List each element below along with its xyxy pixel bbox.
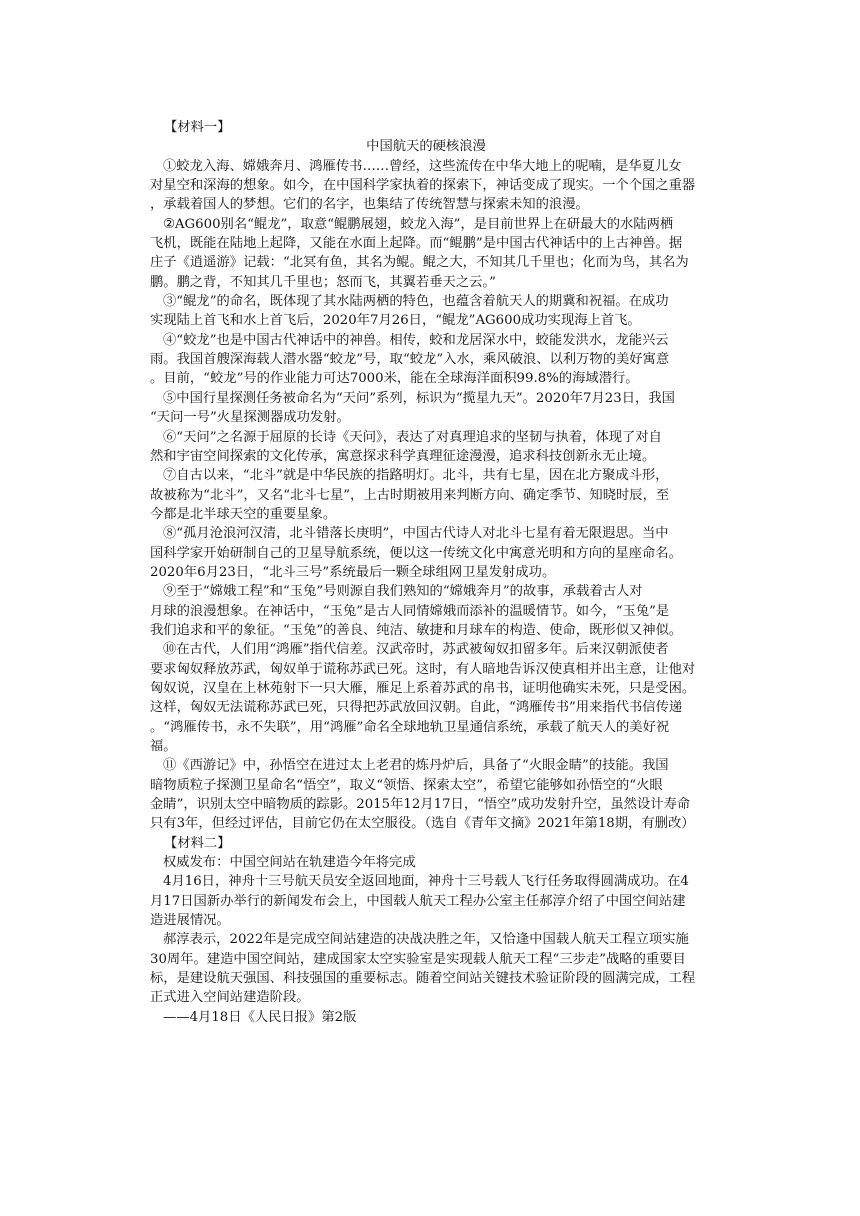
text-line: ⑨至于“嫦娥工程”和“玉兔”号则源自我们熟知的“嫦娥奔月”的故事，承载着古人对 (163, 584, 643, 600)
text-line: 我们追求和平的象征。“玉兔”的善良、纯洁、敏捷和月球车的构造、使命，既形似又神似。 (150, 622, 683, 638)
text-line: ⑧“孤月沧浪河汉清，北斗错落长庚明”，中国古代诗人对北斗七星有着无限遐思。当中 (163, 526, 669, 542)
material-2-heading: 【材料二】 (164, 835, 231, 851)
text-line: 4月16日，神舟十三号航天员安全返回地面，神舟十三号载人飞行任务取得圆满成功。在4 (163, 874, 689, 890)
text-line: 故被称为“北斗”，又名“北斗七星”，上古时期被用来判断方向、确定季节、知晓时辰，至 (150, 487, 670, 503)
text-line: 对星空和深海的想象。如今，在中国科学家执着的探索下，神话变成了现实。一个个国之重器 (150, 178, 696, 194)
text-line: 暗物质粒子探测卫星命名“悟空”，取义“领悟、探索太空”，希望它能够如孙悟空的“火眼 (150, 777, 663, 793)
text-line: “天问一号”火星探测器成功发射。 (150, 410, 350, 426)
material-2-body (150, 853, 726, 1027)
text-line: 。目前，“蛟龙”号的作业能力可达7000米，能在全球海洋面积99.8%的海域潜行。 (150, 371, 639, 387)
material-1-body (150, 157, 726, 834)
article-title: 中国航天的硬核浪漫 (366, 139, 486, 155)
text-line: 然和宇宙空间探索的文化传承，寓意探求科学真理征途漫漫，追求科技创新永无止境。 (150, 448, 656, 464)
text-line: ①蛟龙入海、嫦娥奔月、鸿雁传书……曾经，这些流传在中华大地上的呢喃，是华夏儿女 (163, 158, 682, 174)
text-line: 金睛”，识别太空中暗物质的踪影。2015年12月17日，“悟空”成功发射升空，虽然设计寿命 (150, 797, 691, 813)
text-line: ④“蛟龙”也是中国古代神话中的神兽。相传，蛟和龙居深水中，蛟能发洪水，龙能兴云 (163, 332, 669, 348)
text-line: ②AG600别名“鲲龙”，取意“鲲鹏展翅，蛟龙入海”，是目前世界上在研最大的水陆两栖 (163, 216, 674, 232)
material-1-heading: 【材料一】 (164, 120, 231, 135)
text-line: 飞机，既能在陆地上起降，又能在水面上起降。而“鲲鹏”是中国古代神话中的上古神兽。据 (150, 236, 683, 252)
text-line: 匈奴说，汉皇在上林苑射下一只大雁，雁足上系着苏武的帛书，证明他确实未死，只是受困。 (150, 680, 696, 696)
news-headline: 权威发布：中国空间站在轨建造今年将完成 (163, 855, 416, 871)
text-line: 庄子《逍遥游》记载：“北冥有鱼，其名为鲲。鲲之大，不知其几千里也；化而为鸟，其名为 (150, 255, 689, 271)
text-line: 实现陆上首飞和水上首飞后，2020年7月26日，“鲲龙”AG600成功实现海上首飞。 (150, 313, 641, 329)
text-line: 雨。我国首艘深海载人潜水器“蛟龙”号，取“蛟龙”入水，乘风破浪、以利万物的美好寓意 (150, 352, 670, 368)
text-line: 月17日国新办举行的新闻发布会上，中国载人航天工程办公室主任郝淳介绍了中国空间站建 (150, 893, 686, 909)
text-line: 正式进入空间站建造阶段。 (150, 990, 310, 1006)
text-line: 这样，匈奴无法谎称苏武已死，只得把苏武放回汉朝。自此，“鸿雁传书”用来指代书信传递 (150, 700, 683, 716)
text-line: 福。 (150, 739, 177, 754)
text-line: 。“鸿雁传书，永不失联”，用“鸿雁”命名全球地轨卫星通信系统，承载了航天人的美好祝 (150, 719, 670, 735)
text-line: 月球的浪漫想象。在神话中，“玉兔”是古人同情嫦娥而添补的温暖情节。如今，“玉兔”是 (150, 603, 670, 619)
text-line: 标，是建设航天强国、科技强国的重要标志。随着空间站关键技术验证阶段的圆满完成，工程 (150, 971, 696, 987)
source-citation: ——4月18日《人民日报》第2版 (163, 1009, 357, 1025)
text-line: ⑥“天问”之名源于屈原的长诗《天问》，表达了对真理追求的坚韧与执着，体现了对自 (163, 429, 662, 445)
text-line: 30周年。建造中国空间站，建成国家太空实验室是实现载人航天工程“三步走”战略的重要目 (150, 951, 686, 967)
text-line: ⑦自古以来，“北斗”就是中华民族的指路明灯。北斗，共有七星，因在北方聚成斗形， (163, 468, 669, 484)
text-line: 国科学家开始研制自己的卫星导航系统，便以这一传统文化中寓意光明和方向的星座命名。 (150, 545, 682, 561)
text-line: ，承载着国人的梦想。它们的名字，也集结了传统智慧与探索未知的浪漫。 (150, 197, 589, 213)
text-line: 郝淳表示，2022年是完成空间站建造的决战决胜之年，又恰逢中国载人航天工程立项实施 (163, 932, 689, 948)
text-line: 2020年6月23日，“北斗三号”系统最后一颗全球组网卫星发射成功。 (150, 564, 556, 580)
text-line: ⑪《西游记》中，孙悟空在进过太上老君的炼丹炉后，具备了“火眼金睛”的技能。我国 (163, 758, 669, 774)
text-line: ⑩在古代，人们用“鸿雁”指代信差。汉武帝时，苏武被匈奴扣留多年。后来汉朝派使者 (163, 642, 669, 658)
text-line: 只有3年，但经过评估，目前它仍在太空服役。（选自《青年文摘》2021年第18期，有删改） (150, 816, 695, 832)
text-line: 今都是北半球天空的重要星象。 (150, 506, 337, 522)
text-line: 造进展情况。 (150, 913, 230, 929)
text-line: ③“鲲龙”的命名，既体现了其水陆两栖的特色，也蕴含着航天人的期冀和祝福。在成功 (163, 294, 669, 310)
document-page (150, 118, 726, 1027)
text-line: 鹏。鹏之背，不知其几千里也；怒而飞，其翼若垂天之云。” (150, 274, 496, 290)
text-line: ⑤中国行星探测任务被命名为“天问”系列，标识为“揽星九天”。2020年7月23日，我国 (163, 390, 675, 406)
text-line: 要求匈奴释放苏武，匈奴单于谎称苏武已死。这时，有人暗地告诉汉使真相并出主意，让他对 (150, 661, 696, 677)
